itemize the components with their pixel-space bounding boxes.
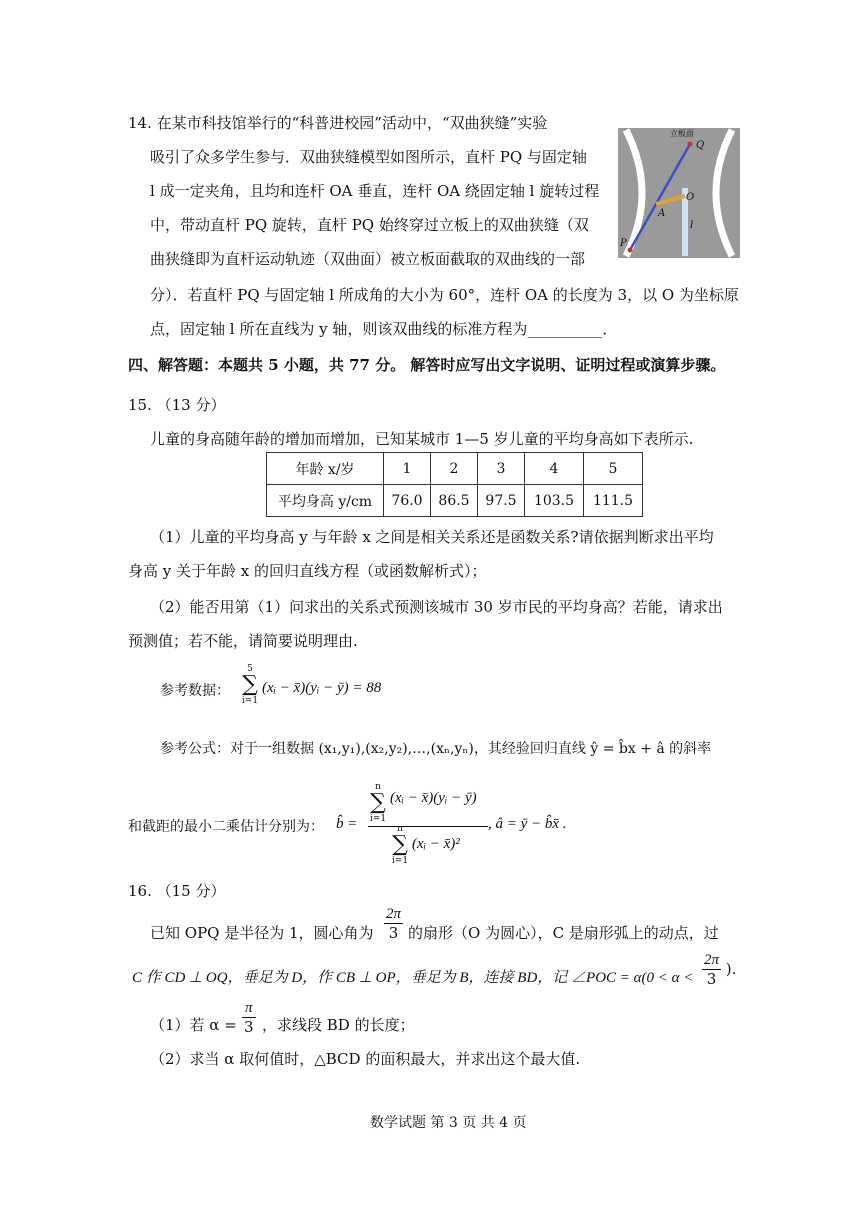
label-q: Q — [696, 140, 705, 151]
q15-part2-b: 预测值；若不能，请简要说明理由. — [128, 632, 358, 650]
ref-formula-line: 参考公式：对于一组数据 (x₁,y₁),(x₂,y₂),…,(xₙ,yₙ)，其经验回归直线 ŷ = b̂x + â 的斜率 — [160, 741, 712, 757]
sum-symbol-num: n ∑ i=1 — [369, 782, 387, 824]
q14-line2: 吸引了众多学生参与．双曲狭缝模型如图所示，直杆 PQ 与固定轴 — [150, 148, 587, 166]
label-p: P — [620, 238, 627, 249]
table-cell: 86.5 — [431, 485, 478, 517]
fraction-denominator: (xᵢ − x̄)² — [412, 836, 460, 852]
q14-line7: 点，固定轴 l 所在直线为 y 轴，则该双曲线的标准方程为__________． — [150, 320, 618, 338]
q15-intro: 儿童的身高随年龄的增加而增加，已知某城市 1—5 岁儿童的平均身高如下表所示. — [150, 430, 694, 448]
sum-symbol-den: n ∑ i=1 — [391, 824, 409, 866]
point-q — [688, 142, 693, 147]
frac-denominator: 3 — [388, 924, 399, 942]
sum-bottom: i=1 — [391, 856, 409, 866]
q16-part1-a: （1）若 α = — [150, 1016, 237, 1034]
page-footer: 数学试题 第 3 页 共 4 页 — [370, 1115, 527, 1131]
ref-data-expr: (xᵢ − x̄)(yᵢ − ȳ) = 88 — [262, 680, 382, 696]
table-cell: 111.5 — [584, 485, 643, 517]
table-row — [267, 485, 643, 517]
q15-head: 15. （13 分） — [128, 396, 226, 414]
label-o: O — [686, 192, 695, 203]
frac-2pi-over-3-b: $\frac{2\pi}{3}$ ). — [704, 952, 737, 988]
b-hat-label: b̂ = — [336, 816, 358, 832]
height-table — [266, 452, 643, 517]
q16-part2: （2）求当 α 取何值时，△BCD 的面积最大，并求出这个最大值. — [150, 1050, 581, 1068]
table-cell: 1 — [384, 453, 431, 485]
a-hat-expr: , â = ȳ − b̂x̄ . — [488, 816, 567, 832]
point-p — [628, 248, 633, 253]
frac-2pi-over-3 — [384, 906, 403, 942]
fraction-numerator: (xᵢ − x̄)(yᵢ − ȳ) — [390, 790, 477, 806]
table-cell: 76.0 — [384, 485, 431, 517]
frac-numerator: 2π — [704, 952, 720, 968]
frac-numerator: 2π — [386, 906, 402, 922]
frac-numerator: π — [242, 1000, 256, 1018]
table-cell: 97.5 — [478, 485, 525, 517]
fraction-bar — [368, 826, 488, 827]
q14-line1: 14. 在某市科技馆举行的“科普进校园”活动中，“双曲狭缝”实验 — [128, 114, 548, 132]
sum-bottom: i=1 — [369, 814, 387, 824]
sum-bottom: i=1 — [241, 696, 259, 706]
table-cell: 2 — [431, 453, 478, 485]
sum-top: n — [375, 782, 381, 792]
q16-part1-b: ，求线段 BD 的长度； — [262, 1016, 415, 1034]
board-label: 立板面 — [670, 129, 694, 138]
section-4-heading: 四、解答题：本题共 5 小题，共 77 分。 解答时应写出文字说明、证明过程或演算步骤。 — [128, 356, 726, 374]
q14-line5: 曲狭缝即为直杆运动轨迹（双曲面）被立板面截取的双曲线的一部 — [150, 250, 586, 268]
hyperbolic-slit-figure — [618, 128, 740, 258]
q14-line3: l 成一定夹角，且均和连杆 OA 垂直，连杆 OA 绕固定轴 l 旋转过程 — [150, 182, 600, 200]
q15-part1-b: 身高 y 关于年龄 x 的回归直线方程（或函数解析式）； — [128, 562, 487, 580]
table-cell: 5 — [584, 453, 643, 485]
q16-line1-b: 的扇形（O 为圆心），C 是扇形弧上的动点，过 — [408, 924, 719, 942]
q14-line6: 分）．若直杆 PQ 与固定轴 l 所成角的大小为 60°，连杆 OA 的长度为 3，以 O 为坐标原 — [150, 286, 739, 304]
sum-top: 5 — [247, 664, 253, 674]
q16-head: 16. （15 分） — [128, 882, 226, 900]
q16-line1-a: 已知 OPQ 是半径为 1，圆心角为 — [150, 924, 374, 942]
table-header-height: 平均身高 y/cm — [267, 485, 384, 517]
table-cell: 4 — [525, 453, 584, 485]
frac-pi-over-3 — [242, 1000, 256, 1036]
label-a: A — [658, 208, 666, 219]
table-cell: 103.5 — [525, 485, 584, 517]
sum-top: n — [397, 824, 403, 834]
ref-formula-label2: 和截距的最小二乘估计分别为： — [128, 819, 324, 835]
sum-symbol-1: 5 ∑ i=1 — [241, 664, 259, 706]
table-header-age: 年龄 x/岁 — [267, 453, 384, 485]
table-cell: 3 — [478, 453, 525, 485]
frac-denominator: 3 — [706, 970, 717, 988]
label-l: l — [690, 220, 694, 231]
q15-part1-a: （1）儿童的平均身高 y 与年龄 x 之间是相关关系还是函数关系?请依据判断求出平均 — [150, 528, 714, 546]
table-row — [267, 453, 643, 485]
q15-part2-a: （2）能否用第（1）问求出的关系式预测该城市 30 岁市民的平均身高？若能，请求出 — [150, 598, 723, 616]
frac-denominator: 3 — [244, 1018, 254, 1036]
q14-line4: 中，带动直杆 PQ 旋转，直杆 PQ 始终穿过立板上的双曲狭缝（双 — [150, 216, 589, 234]
q16-line2: C 作 CD ⊥ OQ，垂足为 D，作 CB ⊥ OP，垂足为 B，连接 BD，记 ∠POC = α(0 < α < — [132, 970, 694, 986]
ref-data-label: 参考数据： — [160, 683, 230, 699]
